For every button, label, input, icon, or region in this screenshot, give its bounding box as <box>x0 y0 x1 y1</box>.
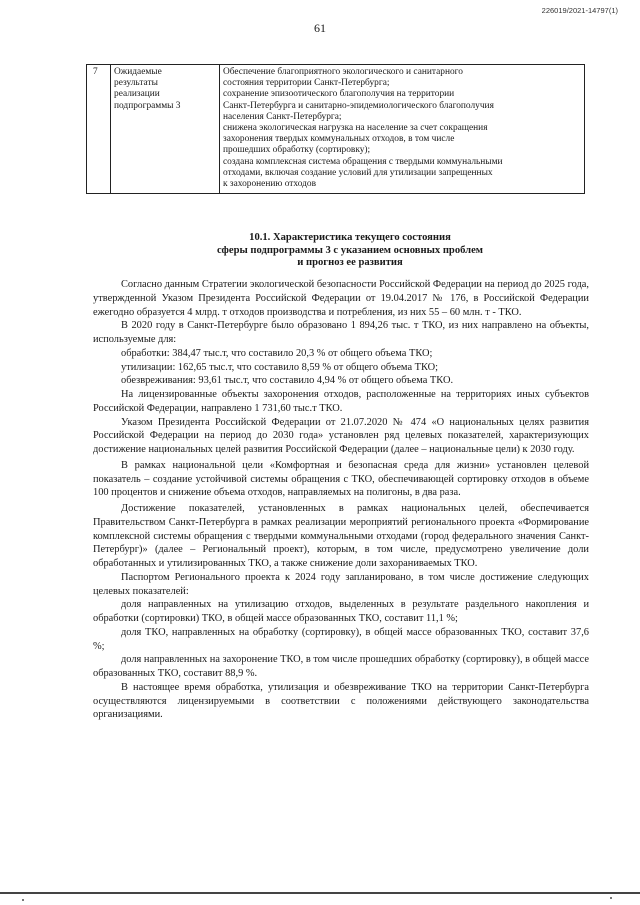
result-line: состояния территории Санкт-Петербурга; <box>223 78 390 89</box>
row-title-line: Ожидаемые <box>114 67 162 77</box>
result-line: захоронения твердых коммунальных отходов, в том числе <box>223 134 455 145</box>
row-title-line: подпрограммы 3 <box>114 100 181 111</box>
result-line: снижена экологическая нагрузка на население за счет сокращения <box>223 123 488 134</box>
row-title-line: реализации <box>114 89 160 100</box>
paragraph-national-goal: В рамках национальной цели «Комфортная и безопасная среда для жизни» установлен целевой показатель – создание устойчивой системы обращения с ТКО, обеспечивающей сортировку отходов в объеме 100 процентов и снижение объема отходов, направляемых на полигоны, в два раза. <box>93 459 589 499</box>
result-line: к захоронению отходов <box>223 179 317 190</box>
paragraph-regional-project: Достижение показателей, установленных в рамках национальных целей, обеспечивается Правительством Санкт-Петербурга в рамках реализации мероприятий регионального проекта «Формирование комплексной системы обращения с твердыми коммунальными отходами (город федерального значения Санкт-Петербург)» (далее – Региональный проект), которым, в том числе, предусмотрено увеличение доли обработанных и утилизированных ТКО, а также снижение доли захораниваемых ТКО. <box>93 503 589 569</box>
paragraph-indicator-landfill: доля направленных на захоронение ТКО, в том числе прошедших обработку (сортировку), в общей массе образованных ТКО, составит 88,9 %. <box>93 654 589 679</box>
section-heading <box>140 232 560 270</box>
paragraph-processing: обработки: 384,47 тыс.т, что составило 20,3 % от общего объема ТКО; <box>121 347 433 359</box>
paragraph-utilization: утилизации: 162,65 тыс.т, что составило 8,59 % от общего объема ТКО; <box>121 361 439 373</box>
expected-results-table <box>86 64 585 194</box>
paragraph-neutralization: обезвреживания: 93,61 тыс.т, что составило 4,94 % от общего объема ТКО. <box>121 375 454 387</box>
document-reference: 226019/2021-14797(1) <box>541 6 618 15</box>
result-line: прошедших обработку (сортировку); <box>223 145 371 156</box>
section-heading-line: сферы подпрограммы 3 с указанием основных проблем <box>216 244 484 256</box>
result-line: отходами, включая создание условий для утилизации запрещенных <box>223 167 493 178</box>
scan-artifact <box>22 899 24 901</box>
page-number: 61 <box>314 21 326 35</box>
result-line: создана комплексная система обращения с твердыми коммунальными <box>223 156 503 167</box>
paragraph-current-state: В настоящее время обработка, утилизация и обезвреживание ТКО на территории Санкт-Петербурга осуществляются лицензируемыми в соответствии с положениями действующего законодательства организациями. <box>93 681 589 721</box>
body-text <box>93 278 589 722</box>
scan-edge-line <box>0 892 640 894</box>
result-line: сохранение эпизоотического благополучия на территории <box>223 89 455 100</box>
result-line: населения Санкт-Петербурга; <box>223 111 342 122</box>
section-heading-line: и прогноз ее развития <box>297 257 403 268</box>
paragraph-decree: Указом Президента Российской Федерации от 21.07.2020 № 474 «О национальных целях развития Российской Федерации на период до 2030 года» установлен ряд целевых показателей, характеризующих достижение национальных целей развития Российской Федерации (далее – национальные цели) к 2030 году. <box>93 416 589 455</box>
paragraph-2020-volume: В 2020 году в Санкт-Петербурге было образовано 1 894,26 тыс. т ТКО, из них направлено на объекты, используемые для: <box>93 320 589 345</box>
paragraph-landfill: На лицензированные объекты захоронения отходов, расположенные на территориях иных субъектов Российской Федерации, направлено 1 731,60 тыс.т ТКО. <box>93 389 589 414</box>
result-line: Обеспечение благоприятного экологического и санитарного <box>223 67 463 77</box>
table-row <box>87 65 585 194</box>
paragraph-passport: Паспортом Регионального проекта к 2024 году запланировано, в том числе достижение следующих целевых показателей: <box>93 571 589 597</box>
row-title-line: результаты <box>114 78 158 89</box>
section-heading-line: 10.1. Характеристика текущего состояния <box>249 232 451 243</box>
results-cell <box>220 65 585 194</box>
paragraph-indicator-utilization: доля направленных на утилизацию отходов, выделенных в результате раздельного накопления и обработки (сортировки) ТКО, в общей массе образованных ТКО, составит 11,1 %; <box>93 599 589 624</box>
row-number: 7 <box>87 65 111 194</box>
result-line: Санкт-Петербурга и санитарно-эпидемиологического благополучия <box>223 100 494 111</box>
paragraph-indicator-sorting: доля ТКО, направленных на обработку (сортировку), в общей массе образованных ТКО, составит 37,6 %; <box>93 626 589 652</box>
paragraph-strategy: Согласно данным Стратегии экологической безопасности Российской Федерации на период до 2025 года, утвержденной Указом Президента Российской Федерации от 19.04.2017 № 176, в Российской Федерации ежегодно образуется 4 млрд. т отходов производства и потребления, из них 55 – 60 млн. т - ТКО. <box>93 279 589 318</box>
row-title <box>111 65 220 194</box>
scan-artifact <box>610 897 612 899</box>
